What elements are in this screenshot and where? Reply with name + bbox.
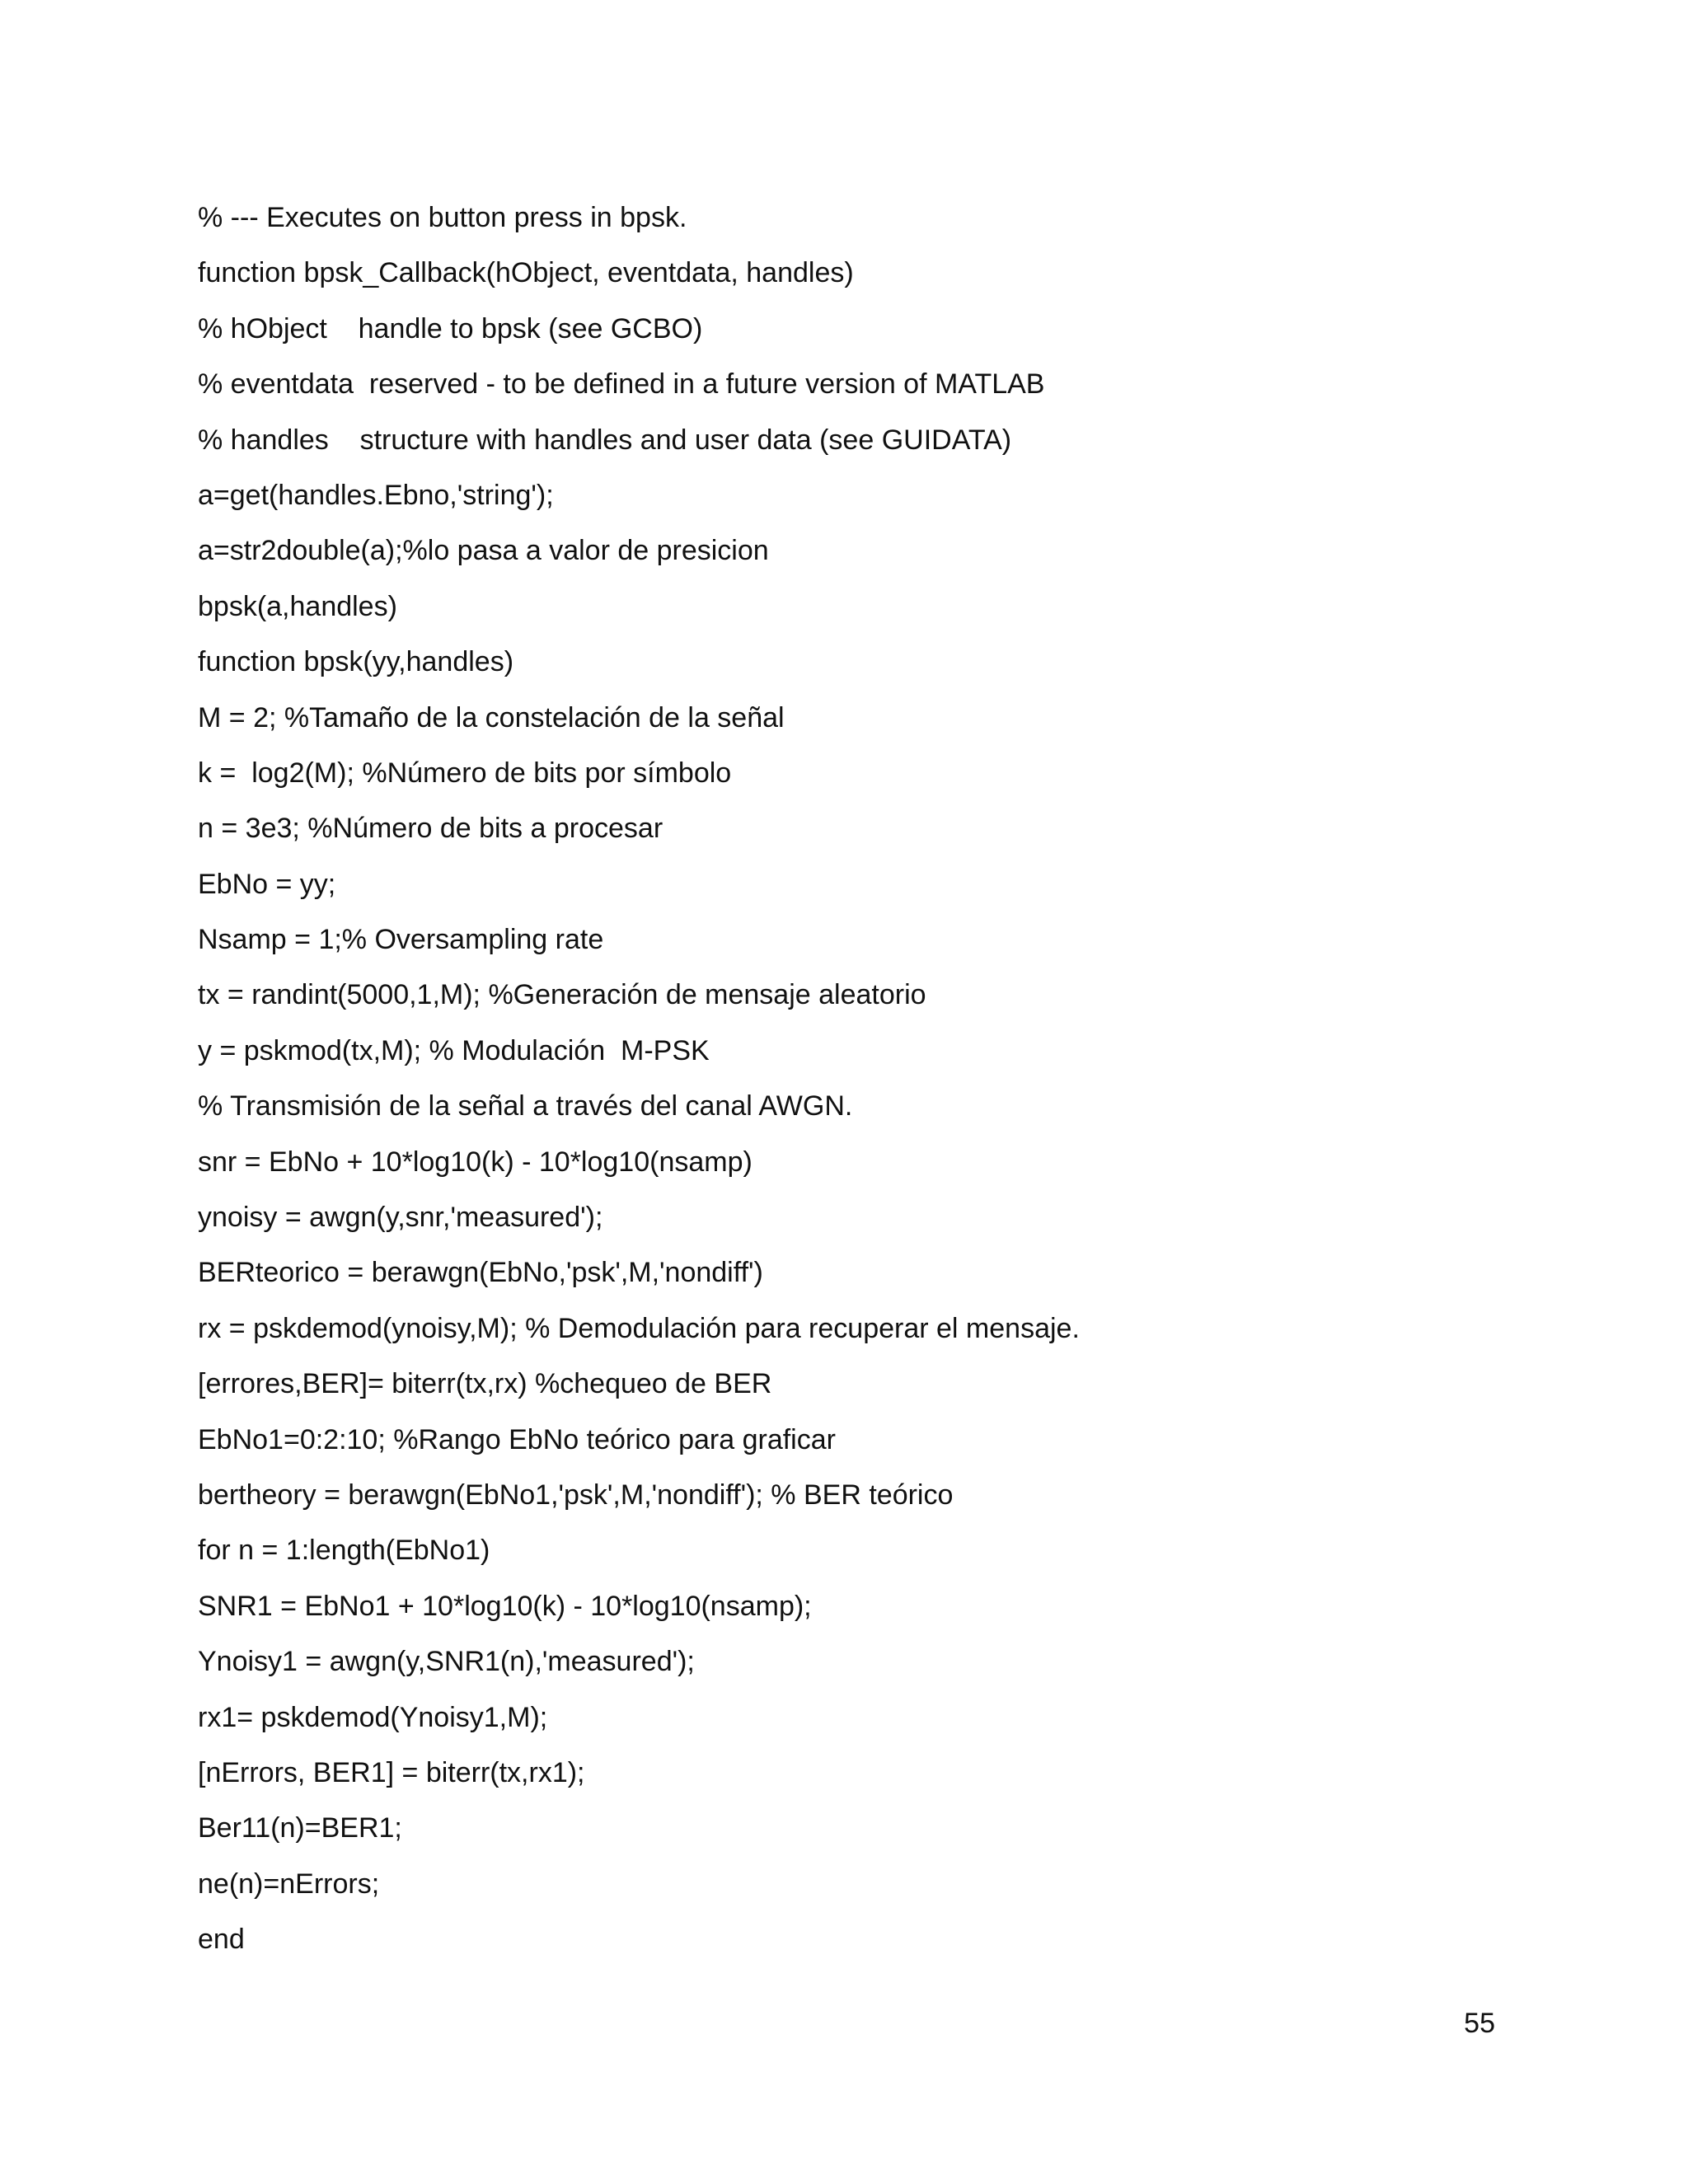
code-line-constellation-size: M = 2; %Tamaño de la constelación de la señal — [198, 701, 785, 733]
code-line-berteorico: BERteorico = berawgn(EbNo,'psk',M,'nondiff') — [198, 1257, 763, 1289]
code-line-comment-awgn: % Transmisión de la señal a través del canal AWGN. — [198, 1090, 853, 1122]
code-line-bpsk-function: function bpsk(yy,handles) — [198, 646, 514, 678]
code-line-comment-hobject: % hObject handle to bpsk (see GCBO) — [198, 312, 703, 344]
code-line-ynoisy: ynoisy = awgn(y,snr,'measured'); — [198, 1202, 603, 1234]
code-line-bits-per-symbol: k = log2(M); %Número de bits por símbolo — [198, 757, 732, 789]
code-line-snr1: SNR1 = EbNo1 + 10*log10(k) - 10*log10(nsamp); — [198, 1590, 812, 1622]
code-line-end: end — [198, 1924, 245, 1956]
code-line-str2double: a=str2double(a);%lo pasa a valor de presicion — [198, 535, 769, 567]
code-line-ber-check: [errores,BER]= biterr(tx,rx) %chequeo de BER — [198, 1368, 772, 1400]
code-line-rx1: rx1= pskdemod(Ynoisy1,M); — [198, 1701, 548, 1733]
code-line-biterr-loop: [nErrors, BER1] = biterr(tx,rx1); — [198, 1756, 585, 1788]
code-line-comment-header: % --- Executes on button press in bpsk. — [198, 202, 687, 233]
code-line-random-message: tx = randint(5000,1,M); %Generación de mensaje aleatorio — [198, 979, 926, 1011]
code-line-ne: ne(n)=nErrors; — [198, 1868, 380, 1900]
code-line-comment-eventdata: % eventdata reserved - to be defined in a future version of MATLAB — [198, 368, 1045, 401]
code-line-bits-to-process: n = 3e3; %Número de bits a procesar — [198, 813, 663, 845]
code-line-ebno-range: EbNo1=0:2:10; %Rango EbNo teórico para graficar — [198, 1423, 836, 1455]
code-line-get-ebno: a=get(handles.Ebno,'string'); — [198, 479, 554, 511]
page-number: 55 — [1464, 2008, 1495, 2039]
code-line-oversampling: Nsamp = 1;% Oversampling rate — [198, 924, 604, 956]
code-line-callback-function: function bpsk_Callback(hObject, eventdata, handles) — [198, 257, 854, 289]
code-line-ynoisy1: Ynoisy1 = awgn(y,SNR1(n),'measured'); — [198, 1646, 695, 1678]
code-line-ber11: Ber11(n)=BER1; — [198, 1812, 402, 1844]
code-line-for-loop: for n = 1:length(EbNo1) — [198, 1535, 490, 1567]
code-line-snr: snr = EbNo + 10*log10(k) - 10*log10(nsamp) — [198, 1146, 753, 1178]
code-line-bpsk-call: bpsk(a,handles) — [198, 590, 397, 622]
code-line-comment-handles: % handles structure with handles and user data (see GUIDATA) — [198, 424, 1012, 456]
code-line-modulation: y = pskmod(tx,M); % Modulación M-PSK — [198, 1034, 710, 1066]
matlab-code-listing — [198, 197, 1533, 1975]
code-line-ebno-assign: EbNo = yy; — [198, 868, 336, 900]
code-line-demodulation: rx = pskdemod(ynoisy,M); % Demodulación para recuperar el mensaje. — [198, 1312, 1080, 1344]
code-line-bertheory: bertheory = berawgn(EbNo1,'psk',M,'nondiff'); % BER teórico — [198, 1479, 954, 1511]
